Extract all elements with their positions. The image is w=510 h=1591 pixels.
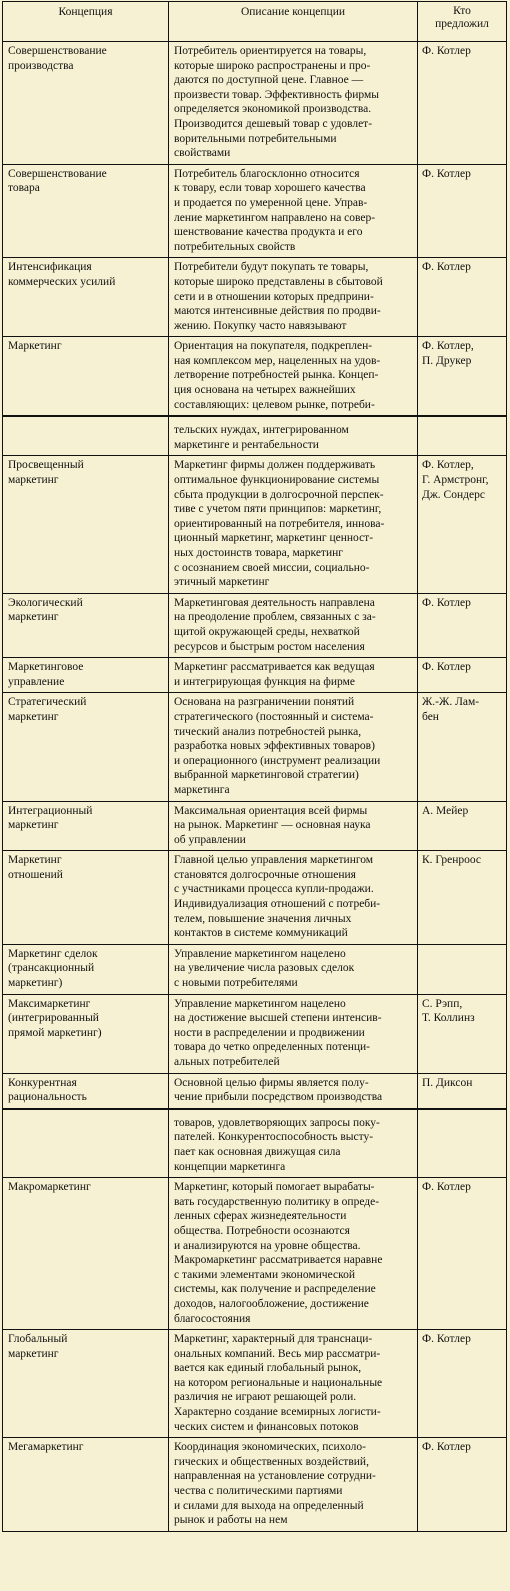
author-cell: А. Мейер xyxy=(418,801,507,851)
marketing-concepts-table xyxy=(2,1,507,1532)
description-cell: Маркетинг фирмы должен поддерживать оптимальное функционирование системы сбыта продукции в долгосрочной перспек- тиве с учетом пяти принципов: маркетинг, ориентированный на потребителя, иннова- ционный маркетинг, маркетинг ценност- ных достоинств товара, маркетинг с осознанием своей миссии, социально- этичный маркетинг xyxy=(169,456,418,593)
description-cell: Основной целью фирмы является полу- чение прибыли посредством производства xyxy=(169,1073,418,1109)
table-row xyxy=(3,258,507,337)
description-cell: Максимальная ориентация всей фирмы на рынок. Маркетинг — основная наука об управлении xyxy=(169,801,418,851)
header-concept: Концепция xyxy=(3,2,169,42)
table-row-continuation xyxy=(3,416,507,456)
table-row xyxy=(3,164,507,258)
author-cell: Ф. Котлер xyxy=(418,593,507,657)
description-cell: Маркетинг рассматривается как ведущая и интегрирующая функция на фирме xyxy=(169,658,418,693)
table-row xyxy=(3,1330,507,1438)
author-cell: П. Диксон xyxy=(418,1073,507,1109)
description-cell: тельских нуждах, интегрированном маркетинге и рентабельности xyxy=(169,416,418,456)
table-row xyxy=(3,337,507,416)
description-cell: Потребитель благосклонно относится к товару, если товар хорошего качества и продается по умеренной цене. Управ- ление маркетингом направлено на совер- шенствование качества продукта и его потребительных свойств xyxy=(169,164,418,258)
table-row xyxy=(3,994,507,1073)
author-cell xyxy=(418,416,507,456)
concept-cell: Маркетинг сделок (трансакционный маркетинг) xyxy=(3,944,169,994)
description-cell: Потребители будут покупать те товары, которые широко представлены в сбытовой сети и в отношении которых предприни- маются интенсивные действия по продви- жению. Покупку часто навязывают xyxy=(169,258,418,337)
description-cell: Основана на разграничении понятий стратегического (постоянный и система- тический анализ потребностей рынка, разработка новых эффективных товаров) и операционного (инструмент реализации выбранной маркетинговой стратегии) маркетинга xyxy=(169,693,418,801)
author-cell: Ф. Котлер, Г. Армстронг, Дж. Сондерс xyxy=(418,456,507,593)
concept-cell: Максимаркетинг (интегрированный прямой маркетинг) xyxy=(3,994,169,1073)
concept-cell: Совершенствование производства xyxy=(3,42,169,165)
author-cell: Ф. Котлер xyxy=(418,658,507,693)
description-cell: Управление маркетингом нацелено на увеличение числа разовых сделок с новыми потребителями xyxy=(169,944,418,994)
table-row xyxy=(3,593,507,657)
author-cell: Ф. Котлер xyxy=(418,1438,507,1532)
table-row-continuation xyxy=(3,1109,507,1178)
concept-cell: Экологический маркетинг xyxy=(3,593,169,657)
description-cell: Ориентация на покупателя, подкреплен- ная комплексом мер, нацеленных на удов- летворение потребностей рынка. Концеп- ция основана на четырех важнейших составляющих: целевом рынке, потреби- xyxy=(169,337,418,416)
table-row xyxy=(3,1073,507,1109)
concept-cell: Макромаркетинг xyxy=(3,1178,169,1330)
description-cell: Координация экономических, психоло- гических и общественных воздействий, направленная на установление сотрудни- чества с политическими партиями и силами для выхода на определенный рынок и работы на нем xyxy=(169,1438,418,1532)
table-row xyxy=(3,658,507,693)
concept-cell: Совершенствование товара xyxy=(3,164,169,258)
concept-cell: Маркетинг xyxy=(3,337,169,416)
table-row xyxy=(3,944,507,994)
author-cell: Ф. Котлер, П. Друкер xyxy=(418,337,507,416)
author-cell: Ф. Котлер xyxy=(418,42,507,165)
concept-cell: Просвещенный маркетинг xyxy=(3,456,169,593)
table-row xyxy=(3,42,507,165)
table-body xyxy=(3,42,507,1532)
concept-cell xyxy=(3,1109,169,1178)
table-row xyxy=(3,1178,507,1330)
table-row xyxy=(3,801,507,851)
table-row xyxy=(3,693,507,801)
author-cell: Ф. Котлер xyxy=(418,164,507,258)
author-cell xyxy=(418,944,507,994)
description-cell: Маркетинг, характерный для транснаци- ональных компаний. Весь мир рассматри- вается как единый глобальный рынок, на котором региональные и национальные различия не играют решающей роли. Характерно создание всемирных логисти- ческих систем и финансовых потоков xyxy=(169,1330,418,1438)
author-cell: Ф. Котлер xyxy=(418,258,507,337)
author-cell: Ф. Котлер xyxy=(418,1330,507,1438)
author-cell: Ф. Котлер xyxy=(418,1178,507,1330)
description-cell: Маркетинговая деятельность направлена на преодоление проблем, связанных с за- щитой окружающей среды, нехваткой ресурсов и быстрым ростом населения xyxy=(169,593,418,657)
table-row xyxy=(3,851,507,945)
description-cell: Маркетинг, который помогает вырабаты- вать государственную политику в опреде- ленных сферах жизнедеятельности общества. Потребности осознаются и анализируются на уровне общества. Макромаркетинг рассматривается наравне с такими элементами экономической системы, как получение и распределение доходов, налогообложение, достижение благосостояния xyxy=(169,1178,418,1330)
concept-cell: Глобальный маркетинг xyxy=(3,1330,169,1438)
concept-cell: Мегамаркетинг xyxy=(3,1438,169,1532)
author-cell xyxy=(418,1109,507,1178)
document-page xyxy=(2,1,508,1589)
description-cell: Управление маркетингом нацелено на достижение высшей степени интенсив- ности в распределении и продвижении товара до четко определенных потенци- альных потребителей xyxy=(169,994,418,1073)
table-row xyxy=(3,1438,507,1532)
description-cell: Главной целью управления маркетингом становятся долгосрочные отношения с участниками процесса купли-продажи. Индивидуализация отношений с потреби- телем, повышение значения личных контактов в системе коммуникаций xyxy=(169,851,418,945)
concept-cell: Стратегический маркетинг xyxy=(3,693,169,801)
author-cell: С. Рэпп, Т. Коллинз xyxy=(418,994,507,1073)
table-row xyxy=(3,456,507,593)
concept-cell xyxy=(3,416,169,456)
description-cell: товаров, удовлетворяющих запросы поку- пателей. Конкурентоспособность высту- пает как основная движущая сила концепции маркетинга xyxy=(169,1109,418,1178)
concept-cell: Интенсификация коммерческих усилий xyxy=(3,258,169,337)
concept-cell: Конкурентная рациональность xyxy=(3,1073,169,1109)
author-cell: К. Гренроос xyxy=(418,851,507,945)
table-header-row xyxy=(3,2,507,42)
description-cell: Потребитель ориентируется на товары, которые широко распространены и про- даются по доступной цене. Главное — произвести товар. Эффективность фирмы определяется экономикой производства. Производится дешевый товар с удовлет- ворительными потребительными свойствами xyxy=(169,42,418,165)
concept-cell: Интеграционный маркетинг xyxy=(3,801,169,851)
header-author xyxy=(418,2,507,42)
header-description: Описание концепции xyxy=(169,2,418,42)
header-author-text: Кто предложил xyxy=(435,5,489,30)
concept-cell: Маркетинг отношений xyxy=(3,851,169,945)
author-cell: Ж.-Ж. Лам- бен xyxy=(418,693,507,801)
concept-cell: Маркетинговое управление xyxy=(3,658,169,693)
